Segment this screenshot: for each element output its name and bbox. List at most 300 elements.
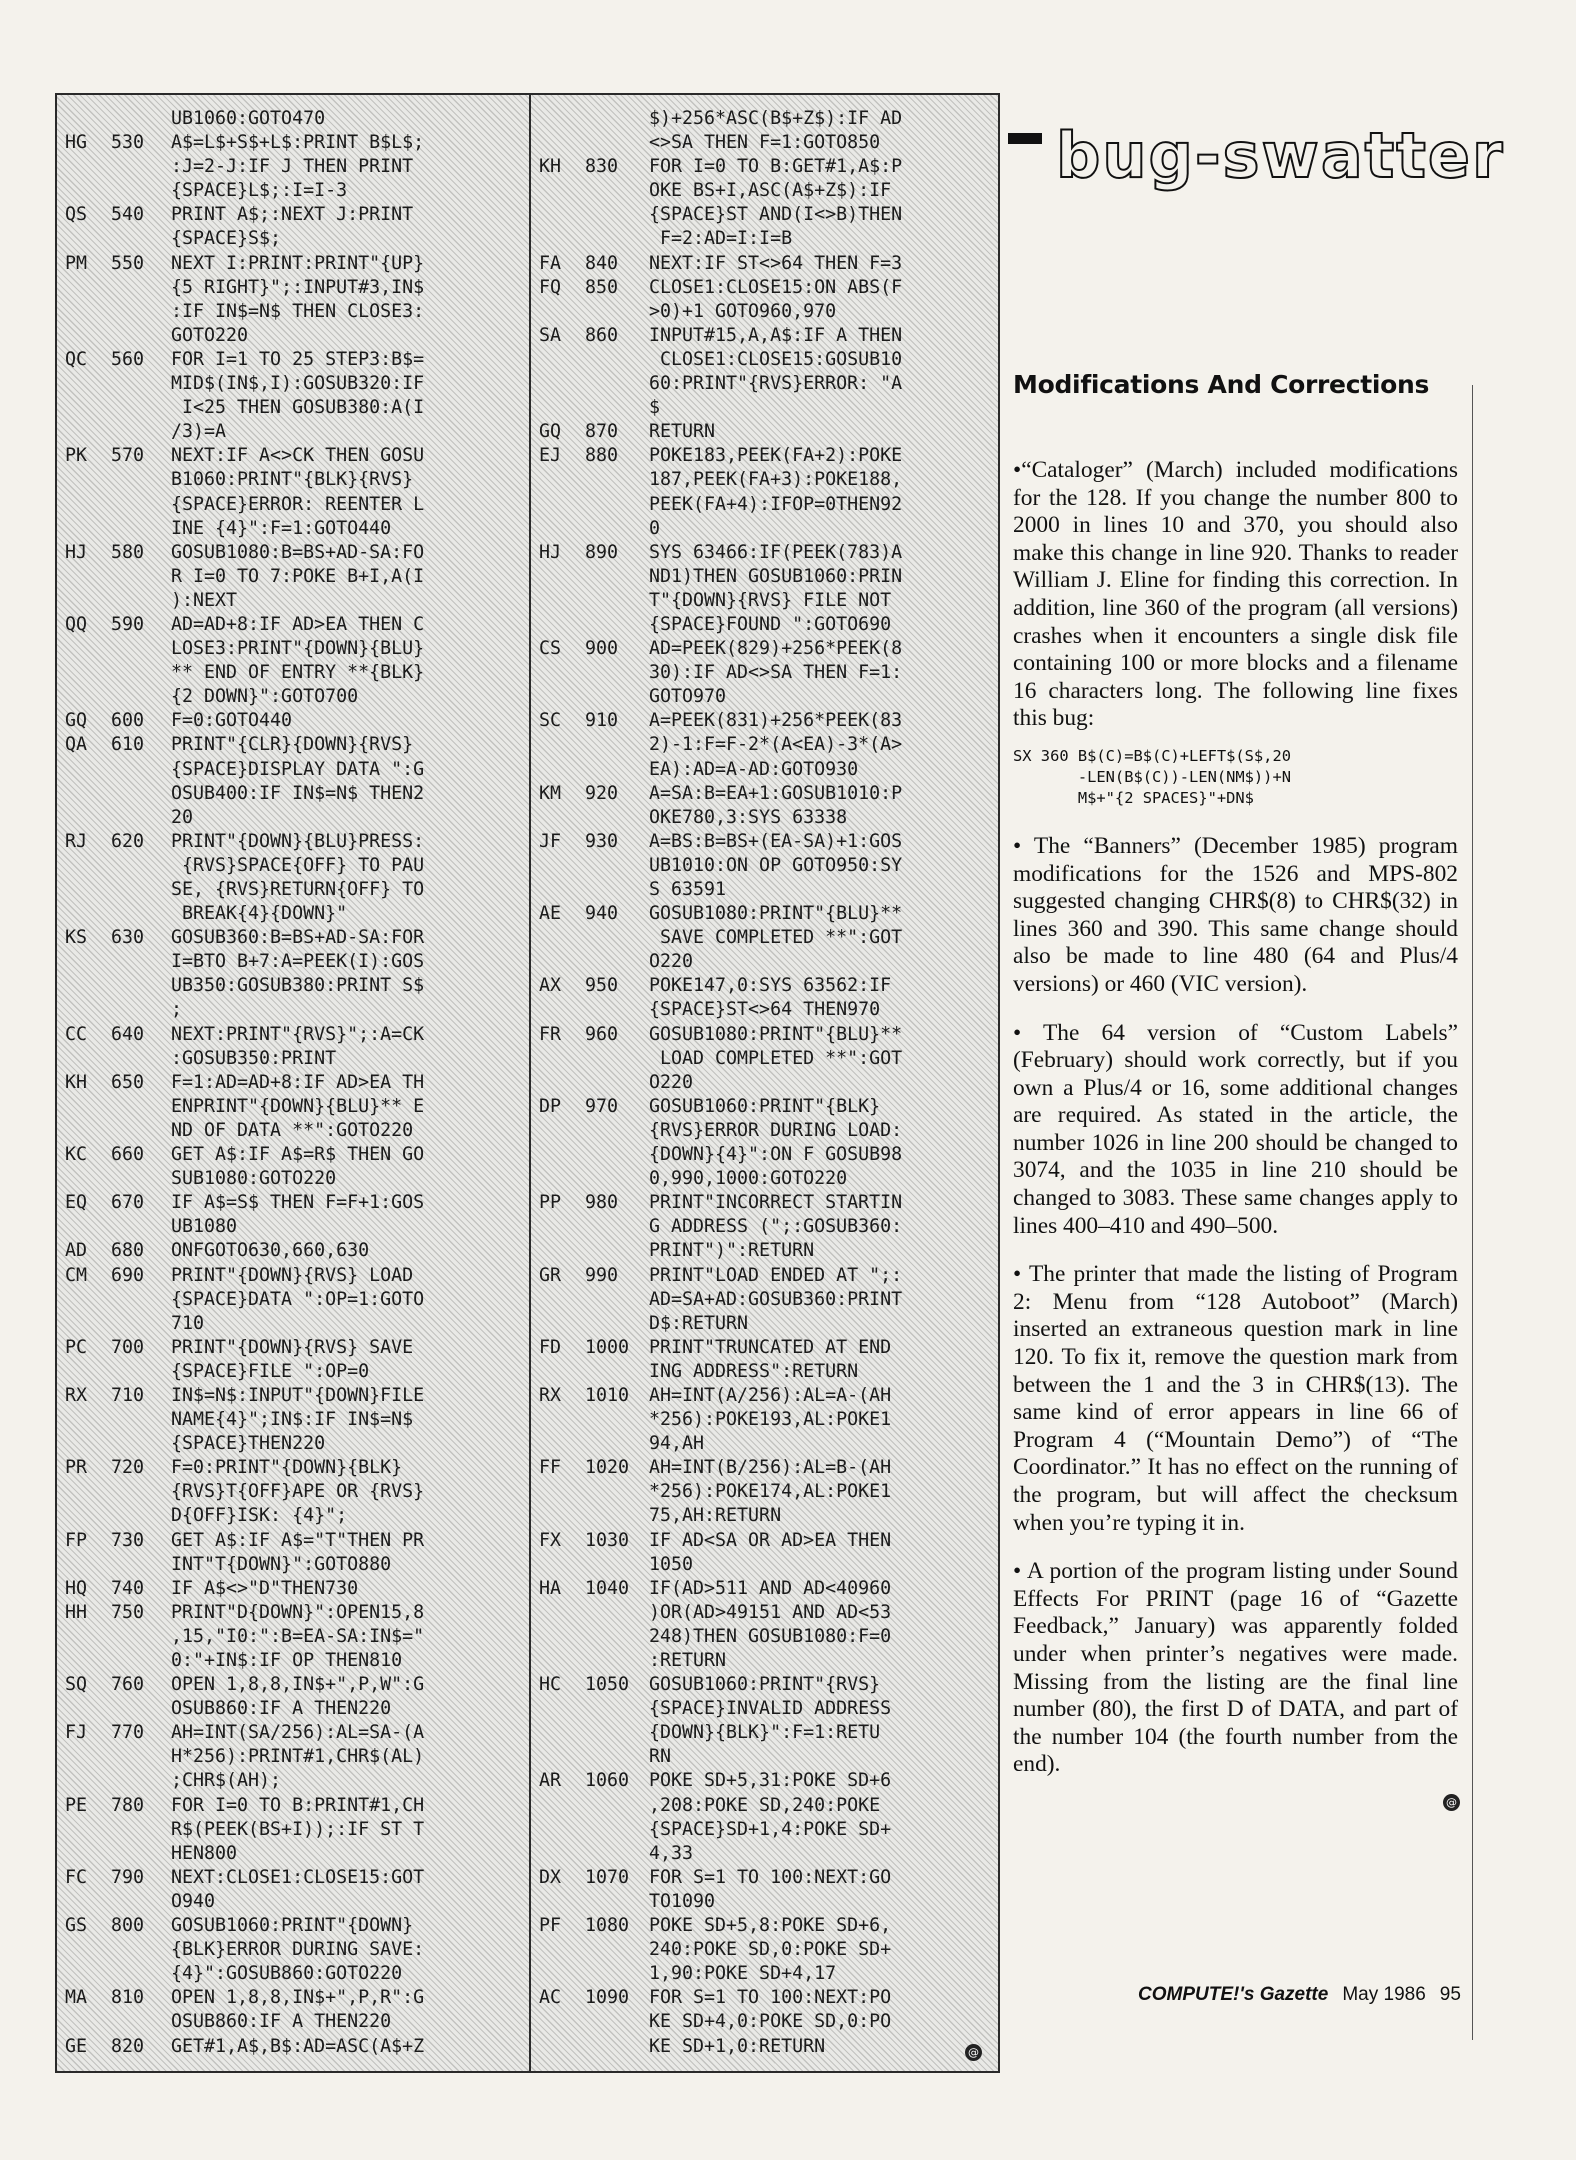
line-code: NEXT I:PRINT:PRINT"{UP} — [171, 252, 425, 274]
listing-continuation: OSUB860:IF A THEN220 — [171, 2011, 392, 2033]
listing-line — [539, 1866, 994, 1890]
listing-continuation: <>SA THEN F=1:GOTO850 — [649, 132, 881, 154]
checksum: GQ — [65, 710, 88, 732]
line-code: NEXT:CLOSE1:CLOSE15:GOT — [171, 1866, 425, 1888]
listing-end-mark-icon: @ — [965, 2044, 982, 2061]
listing-line — [65, 1577, 521, 1601]
listing-continuation: {RVS}T{OFF}APE OR {RVS} — [171, 1481, 425, 1503]
line-number: 1070 — [585, 1866, 630, 1888]
line-code: GET#1,A$,B$:AD=ASC(A$+Z — [171, 2035, 425, 2057]
listing-continuation: {SPACE}THEN220 — [171, 1433, 326, 1455]
line-code: INPUT#15,A,A$:IF A THEN — [649, 324, 903, 346]
checksum: SC — [539, 710, 562, 732]
listing-continuation: {SPACE}SD+1,4:POKE SD+ — [649, 1818, 892, 1840]
line-code: A=SA:B=EA+1:GOSUB1010:P — [649, 782, 903, 804]
checksum: FP — [65, 1529, 88, 1551]
listing-line — [539, 420, 994, 444]
line-number: 770 — [111, 1722, 145, 1744]
listing-line — [65, 541, 521, 565]
checksum: HG — [65, 132, 88, 154]
listing-line — [65, 1866, 521, 1890]
line-code: FOR I=0 TO B:PRINT#1,CH — [171, 1794, 425, 1816]
line-code: F=1:AD=AD+8:IF AD>EA TH — [171, 1071, 425, 1093]
listing-continuation: 710 — [171, 1312, 205, 1334]
listing-line — [539, 252, 994, 276]
listing-line — [539, 444, 994, 468]
checksum: FX — [539, 1529, 562, 1551]
line-number: 590 — [111, 613, 145, 635]
listing-continuation: PEEK(FA+4):IFOP=0THEN92 — [649, 493, 903, 515]
line-code: POKE SD+5,8:POKE SD+6, — [649, 1915, 892, 1937]
listing-line — [539, 1384, 994, 1408]
line-number: 960 — [585, 1023, 619, 1045]
listing-line — [65, 2035, 521, 2059]
section-title: Modifications And Corrections — [1013, 370, 1430, 399]
line-number: 680 — [111, 1240, 145, 1262]
listing-line — [65, 1023, 521, 1047]
listing-continuation: OKE780,3:SYS 63338 — [649, 806, 848, 828]
listing-continuation: 248)THEN GOSUB1080:F=0 — [649, 1625, 892, 1647]
line-code: NEXT:IF A<>CK THEN GOSU — [171, 445, 425, 467]
listing-continuation: :J=2-J:IF J THEN PRINT — [171, 156, 414, 178]
line-number: 560 — [111, 348, 145, 370]
listing-continuation: ;CHR$(AH); — [171, 1770, 282, 1792]
line-number: 840 — [585, 252, 619, 274]
checksum: FR — [539, 1023, 562, 1045]
listing-line — [539, 1095, 994, 1119]
listing-line — [65, 613, 521, 637]
listing-continuation: ,15,"I0:":B=EA-SA:IN$=" — [171, 1625, 425, 1647]
line-code: FOR I=0 TO B:GET#1,A$:P — [649, 156, 903, 178]
line-number: 1080 — [585, 1915, 630, 1937]
line-number: 550 — [111, 252, 145, 274]
line-code: IF AD<SA OR AD>EA THEN — [649, 1529, 892, 1551]
line-number: 870 — [585, 421, 619, 443]
listing-continuation: {DOWN}{BLK}":F=1:RETU — [649, 1722, 881, 1744]
listing-continuation: O220 — [649, 1071, 694, 1093]
line-code: GOSUB1080:PRINT"{BLU}** — [649, 1023, 903, 1045]
listing-continuation: D$:RETURN — [649, 1312, 749, 1334]
paragraph-cataloger: •“Cataloger” (March) included modifications for the 128. If you change the number 800 to 2000 in lines 10 and 370, you should also make this change in line 920. Thanks to reader William J. Eline for finding this correction. In addition, line 360 of the program (all versions) crashes when it encounters a single disk file containing 100 or more blocks and a filename 16 characters long. The following line fixes this bug: — [1013, 457, 1458, 732]
line-code: F=0:GOTO440 — [171, 710, 293, 732]
listing-continuation: {RVS}ERROR DURING LOAD: — [649, 1119, 903, 1141]
line-number: 600 — [111, 710, 145, 732]
checksum: SA — [539, 324, 562, 346]
listing-continuation: 0,990,1000:GOTO220 — [649, 1168, 848, 1190]
footer-magazine: COMPUTE!'s Gazette — [1138, 1984, 1329, 2005]
line-code: A$=L$+S$+L$:PRINT B$L$; — [171, 132, 425, 154]
listing-continuation: )OR(AD>49151 AND AD<53 — [649, 1601, 892, 1623]
checksum: RJ — [65, 830, 88, 852]
line-code: GOSUB1060:PRINT"{RVS} — [649, 1674, 881, 1696]
checksum: AC — [539, 1987, 562, 2009]
line-code: SYS 63466:IF(PEEK(783)A — [649, 541, 903, 563]
line-code: PRINT A$;:NEXT J:PRINT — [171, 204, 414, 226]
line-code: PRINT"INCORRECT STARTIN — [649, 1192, 903, 1214]
line-code: IF A$<>"D"THEN730 — [171, 1577, 359, 1599]
listing-line — [65, 1529, 521, 1553]
line-number: 1060 — [585, 1770, 630, 1792]
line-number: 720 — [111, 1457, 145, 1479]
program-listing — [55, 93, 1000, 2073]
listing-continuation: T"{DOWN}{RVS} FILE NOT — [649, 589, 892, 611]
line-code: GOSUB1060:PRINT"{DOWN} — [171, 1915, 414, 1937]
listing-continuation: H*256):PRINT#1,CHR$(AL) — [171, 1746, 425, 1768]
checksum: GR — [539, 1264, 562, 1286]
article-side-rule — [1472, 385, 1473, 2040]
checksum: HC — [539, 1674, 562, 1696]
listing-column-left — [65, 107, 521, 2059]
listing-line — [65, 1384, 521, 1408]
listing-line — [65, 1721, 521, 1745]
listing-continuation: {SPACE}INVALID ADDRESS — [649, 1698, 892, 1720]
listing-continuation: ND1)THEN GOSUB1060:PRIN — [649, 565, 903, 587]
line-number: 570 — [111, 445, 145, 467]
checksum: DP — [539, 1095, 562, 1117]
line-code: AH=INT(SA/256):AL=SA-(A — [171, 1722, 425, 1744]
paragraph-banners: • The “Banners” (December 1985) program modifications for the 1526 and MPS-802 suggested changing CHR$(8) to CHR$(32) in lines 360 and 390. This same change should also be made to line 480 (64 and Plus/4 versions) or 460 (VIC version). — [1013, 832, 1458, 997]
listing-continuation: {SPACE}ERROR: REENTER L — [171, 493, 425, 515]
listing-continuation: 94,AH — [649, 1433, 705, 1455]
line-number: 890 — [585, 541, 619, 563]
listing-continuation: SUB1080:GOTO220 — [171, 1168, 337, 1190]
listing-continuation: 0:"+IN$:IF OP THEN810 — [171, 1650, 403, 1671]
line-number: 710 — [111, 1384, 145, 1406]
line-number: 1030 — [585, 1529, 630, 1551]
checksum: FA — [539, 252, 562, 274]
line-code: OPEN 1,8,8,IN$+",P,R":G — [171, 1987, 425, 2009]
listing-continuation: GOTO970 — [649, 686, 727, 708]
line-code: ONFGOTO630,660,630 — [171, 1240, 370, 1262]
listing-continuation: TO1090 — [649, 1890, 716, 1912]
checksum: KH — [65, 1071, 88, 1093]
line-number: 1090 — [585, 1987, 630, 2009]
listing-continuation: *256):POKE174,AL:POKE1 — [649, 1481, 892, 1503]
listing-continuation: 2)-1:F=F-2*(A<EA)-3*(A> — [649, 734, 903, 756]
checksum: GS — [65, 1915, 88, 1937]
listing-line — [539, 541, 994, 565]
listing-continuation: LOAD COMPLETED **":GOT — [649, 1047, 903, 1069]
listing-continuation: O220 — [649, 951, 694, 973]
checksum: EJ — [539, 445, 562, 467]
checksum: KC — [65, 1144, 88, 1166]
line-number: 750 — [111, 1601, 145, 1623]
checksum: FJ — [65, 1722, 88, 1744]
listing-continuation: 20 — [171, 806, 194, 828]
listing-line — [65, 1071, 521, 1095]
listing-continuation: SAVE COMPLETED **":GOT — [649, 927, 903, 949]
listing-line — [539, 637, 994, 661]
listing-continuation: ND OF DATA **":GOTO220 — [171, 1119, 414, 1141]
listing-continuation: I=BTO B+7:A=PEEK(I):GOS — [171, 951, 425, 973]
line-code: RETURN — [649, 421, 716, 443]
listing-continuation: 1,90:POKE SD+4,17 — [649, 1963, 837, 1985]
line-number: 930 — [585, 830, 619, 852]
listing-line — [65, 926, 521, 950]
line-code: PRINT"{CLR}{DOWN}{RVS} — [171, 734, 414, 756]
line-number: 910 — [585, 710, 619, 732]
listing-continuation: G ADDRESS (";:GOSUB360: — [649, 1216, 903, 1238]
checksum: RX — [65, 1384, 88, 1406]
listing-continuation: OKE BS+I,ASC(A$+Z$):IF — [649, 180, 892, 202]
line-number: 780 — [111, 1794, 145, 1816]
listing-line — [65, 131, 521, 155]
line-code: IF(AD>511 AND AD<40960 — [649, 1577, 892, 1599]
checksum: PE — [65, 1794, 88, 1816]
listing-continuation: KE SD+1,0:RETURN — [649, 2035, 826, 2057]
listing-continuation: KE SD+4,0:POKE SD,0:PO — [649, 2011, 892, 2033]
line-number: 900 — [585, 638, 619, 660]
listing-continuation: UB1010:ON OP GOTO950:SY — [649, 854, 903, 876]
listing-continuation: GOTO220 — [171, 324, 249, 346]
listing-continuation: {SPACE}FILE ":OP=0 — [171, 1360, 370, 1382]
line-number: 630 — [111, 927, 145, 949]
checksum: AX — [539, 975, 562, 997]
listing-continuation: {DOWN}{4}":ON F GOSUB98 — [649, 1144, 903, 1166]
listing-continuation: :IF IN$=N$ THEN CLOSE3: — [171, 300, 425, 322]
listing-continuation: SE, {RVS}RETURN{OFF} TO — [171, 879, 425, 900]
line-code: A=BS:B=BS+(EA-SA)+1:GOS — [649, 830, 903, 852]
line-code: NEXT:PRINT"{RVS}";:A=CK — [171, 1023, 425, 1045]
line-code: PRINT"D{DOWN}":OPEN15,8 — [171, 1601, 425, 1623]
listing-line — [539, 155, 994, 179]
listing-continuation: *256):POKE193,AL:POKE1 — [649, 1409, 892, 1431]
listing-line — [65, 1456, 521, 1480]
line-code: AD=AD+8:IF AD>EA THEN C — [171, 613, 425, 635]
listing-continuation: HEN800 — [171, 1842, 238, 1864]
line-number: 660 — [111, 1144, 145, 1166]
line-number: 790 — [111, 1866, 145, 1888]
listing-line — [539, 324, 994, 348]
line-code: FOR S=1 TO 100:NEXT:PO — [649, 1987, 892, 2009]
listing-line — [539, 1529, 994, 1553]
checksum: HH — [65, 1601, 88, 1623]
checksum: FC — [65, 1866, 88, 1888]
listing-continuation: UB350:GOSUB380:PRINT S$ — [171, 975, 425, 997]
listing-continuation: {SPACE}DATA ":OP=1:GOTO — [171, 1288, 425, 1310]
listing-continuation: UB1080 — [171, 1216, 238, 1238]
paragraph-sound-effects: • A portion of the program listing under Sound Effects For PRINT (page 16 of “Gazette Feedback,” January) was apparently folded under when printer’s negatives were made. Missing from the listing are the final line number (80), the first D of DATA, and part of the number 104 (the fourth number from the end). — [1013, 1558, 1458, 1778]
line-code: AH=INT(A/256):AL=A-(AH — [649, 1384, 892, 1406]
checksum: JF — [539, 830, 562, 852]
checksum: QS — [65, 204, 88, 226]
line-number: 740 — [111, 1577, 145, 1599]
listing-line — [539, 1577, 994, 1601]
listing-continuation: {SPACE}DISPLAY DATA ":G — [171, 758, 425, 780]
checksum: FF — [539, 1457, 562, 1479]
line-code: POKE SD+5,31:POKE SD+6 — [649, 1770, 892, 1792]
line-number: 990 — [585, 1264, 619, 1286]
listing-line — [539, 1914, 994, 1938]
line-code: F=0:PRINT"{DOWN}{BLK} — [171, 1457, 403, 1479]
listing-continuation: 240:POKE SD,0:POKE SD+ — [649, 1939, 892, 1961]
line-number: 950 — [585, 975, 619, 997]
checksum: KM — [539, 782, 562, 804]
line-number: 640 — [111, 1023, 145, 1045]
listing-line — [65, 348, 521, 372]
listing-continuation: ** END OF ENTRY **{BLK} — [171, 662, 425, 684]
listing-continuation: ENPRINT"{DOWN}{BLU}** E — [171, 1095, 425, 1117]
line-number: 690 — [111, 1264, 145, 1286]
listing-continuation: :GOSUB350:PRINT — [171, 1047, 337, 1069]
listing-continuation: 60:PRINT"{RVS}ERROR: "A — [649, 373, 903, 395]
checksum: CM — [65, 1264, 88, 1286]
listing-continuation: {SPACE}ST<>64 THEN970 — [649, 999, 881, 1021]
listing-line — [539, 709, 994, 733]
listing-continuation: 187,PEEK(FA+3):POKE188, — [649, 469, 903, 491]
listing-line — [539, 276, 994, 300]
checksum: RX — [539, 1384, 562, 1406]
line-number: 980 — [585, 1192, 619, 1214]
listing-line — [65, 830, 521, 854]
listing-continuation: :RETURN — [649, 1650, 727, 1671]
listing-line — [539, 1456, 994, 1480]
line-code: CLOSE1:CLOSE15:ON ABS(F — [649, 276, 903, 298]
listing-line — [65, 733, 521, 757]
listing-continuation: {SPACE}L$;:I=I-3 — [171, 180, 348, 202]
line-code: GOSUB1060:PRINT"{BLK} — [649, 1095, 881, 1117]
listing-continuation: I<25 THEN GOSUB380:A(I — [171, 397, 425, 419]
line-number: 650 — [111, 1071, 145, 1093]
line-number: 580 — [111, 541, 145, 563]
listing-continuation: ):NEXT — [171, 589, 238, 611]
listing-continuation: {2 DOWN}":GOTO700 — [171, 686, 359, 708]
line-number: 880 — [585, 445, 619, 467]
checksum: PP — [539, 1192, 562, 1214]
line-number: 1020 — [585, 1457, 630, 1479]
checksum: EQ — [65, 1192, 88, 1214]
paragraph-custom-labels: • The 64 version of “Custom Labels” (February) should work correctly, but if you own a Plus/4 or 16, some additional changes are required. As stated in the article, the number 1026 in line 200 should be changed to 3074, and the 1035 in line 210 should be changed to 3083. These same changes apply to lines 400–410 and 490–500. — [1013, 1019, 1458, 1239]
line-number: 540 — [111, 204, 145, 226]
listing-continuation: 4,33 — [649, 1842, 694, 1864]
listing-continuation: {SPACE}S$; — [171, 228, 282, 250]
listing-continuation: LOSE3:PRINT"{DOWN}{BLU} — [171, 638, 425, 660]
listing-continuation: B1060:PRINT"{BLK}{RVS} — [171, 469, 414, 491]
line-number: 760 — [111, 1674, 145, 1696]
listing-line — [65, 1143, 521, 1167]
listing-continuation: 30):IF AD<>SA THEN F=1: — [649, 662, 903, 684]
listing-line — [539, 1023, 994, 1047]
line-code: PRINT"{DOWN}{BLU}PRESS: — [171, 830, 425, 852]
checksum: HJ — [539, 541, 562, 563]
listing-line — [65, 1673, 521, 1697]
listing-line — [539, 974, 994, 998]
article-end-mark-icon: @ — [1443, 1794, 1460, 1811]
line-code: PRINT"{DOWN}{RVS} SAVE — [171, 1336, 414, 1358]
checksum: SQ — [65, 1674, 88, 1696]
line-number: 620 — [111, 830, 145, 852]
listing-line — [539, 782, 994, 806]
listing-line — [539, 1264, 994, 1288]
line-number: 850 — [585, 276, 619, 298]
line-code: NEXT:IF ST<>64 THEN F=3 — [649, 252, 903, 274]
listing-continuation: ,208:POKE SD,240:POKE — [649, 1794, 881, 1816]
listing-continuation: S 63591 — [649, 879, 727, 900]
line-number: 610 — [111, 734, 145, 756]
line-code: A=PEEK(831)+256*PEEK(83 — [649, 710, 903, 732]
listing-continuation: $)+256*ASC(B$+Z$):IF AD — [649, 108, 903, 129]
listing-continuation: O940 — [171, 1890, 216, 1912]
listing-line — [539, 1336, 994, 1360]
line-code: OPEN 1,8,8,IN$+",P,W":G — [171, 1674, 425, 1696]
listing-continuation: OSUB400:IF IN$=N$ THEN2 — [171, 782, 425, 804]
listing-line — [65, 1986, 521, 2010]
listing-continuation: INT"T{DOWN}":GOTO880 — [171, 1553, 392, 1575]
line-code: IF A$=S$ THEN F=F+1:GOS — [171, 1192, 425, 1214]
line-code: AH=INT(B/256):AL=B-(AH — [649, 1457, 892, 1479]
page-footer — [1138, 1984, 1461, 2006]
listing-continuation: F=2:AD=I:I=B — [649, 228, 793, 250]
listing-continuation: AD=SA+AD:GOSUB360:PRINT — [649, 1288, 903, 1310]
listing-continuation: 1050 — [649, 1553, 694, 1575]
listing-continuation: 0 — [649, 517, 661, 539]
listing-line — [65, 1191, 521, 1215]
listing-continuation: {SPACE}FOUND ":GOTO690 — [649, 613, 892, 635]
listing-line — [65, 1914, 521, 1938]
listing-column-right — [539, 107, 994, 2059]
listing-continuation: BREAK{4}{DOWN}" — [171, 903, 348, 925]
line-code: GOSUB1080:PRINT"{BLU}** — [649, 903, 903, 925]
line-code: GET A$:IF A$="T"THEN PR — [171, 1529, 425, 1551]
line-number: 1050 — [585, 1674, 630, 1696]
line-number: 920 — [585, 782, 619, 804]
listing-line — [65, 1794, 521, 1818]
listing-continuation: >0)+1 GOTO960,970 — [649, 300, 837, 322]
listing-continuation: MID$(IN$,I):GOSUB320:IF — [171, 373, 425, 395]
listing-continuation: {SPACE}ST AND(I<>B)THEN — [649, 204, 903, 226]
listing-line — [65, 709, 521, 733]
bug-swatter-logo: bug-swatter — [1042, 120, 1519, 192]
checksum: HJ — [65, 541, 88, 563]
listing-line — [65, 252, 521, 276]
listing-continuation: /3)=A — [171, 421, 227, 443]
checksum: QA — [65, 734, 88, 756]
listing-continuation: UB1060:GOTO470 — [171, 108, 326, 129]
line-code: POKE183,PEEK(FA+2):POKE — [649, 445, 903, 467]
checksum: PR — [65, 1457, 88, 1479]
line-number: 970 — [585, 1095, 619, 1117]
listing-line — [65, 1239, 521, 1263]
listing-line — [539, 1673, 994, 1697]
code-fix-line-360: SX 360 B$(C)=B$(C)+LEFT$(S$,20 -LEN(B$(C))-LEN(NM$))+N M$+"{2 SPACES}"+DN$ — [1013, 746, 1291, 807]
checksum: HA — [539, 1577, 562, 1599]
listing-line — [539, 830, 994, 854]
checksum: AD — [65, 1240, 88, 1262]
listing-continuation: NAME{4}";IN$:IF IN$=N$ — [171, 1409, 414, 1431]
listing-continuation: D{OFF}ISK: {4}"; — [171, 1505, 348, 1527]
listing-continuation: EA):AD=A-AD:GOTO930 — [649, 758, 859, 780]
line-number: 820 — [111, 2035, 145, 2057]
line-code: GOSUB360:B=BS+AD-SA:FOR — [171, 927, 425, 949]
checksum: PF — [539, 1915, 562, 1937]
line-code: IN$=N$:INPUT"{DOWN}FILE — [171, 1384, 425, 1406]
line-code: PRINT"LOAD ENDED AT ";: — [649, 1264, 903, 1286]
checksum: QC — [65, 348, 88, 370]
checksum: AE — [539, 903, 562, 925]
line-number: 830 — [585, 156, 619, 178]
page-number: 95 — [1439, 1984, 1461, 2005]
listing-line — [65, 1264, 521, 1288]
checksum: PK — [65, 445, 88, 467]
listing-line — [65, 1601, 521, 1625]
checksum: PM — [65, 252, 88, 274]
listing-line — [539, 902, 994, 926]
checksum: AR — [539, 1770, 562, 1792]
line-number: 1000 — [585, 1336, 630, 1358]
listing-line — [539, 1191, 994, 1215]
line-code: FOR I=1 TO 25 STEP3:B$= — [171, 348, 425, 370]
line-code: POKE147,0:SYS 63562:IF — [649, 975, 892, 997]
